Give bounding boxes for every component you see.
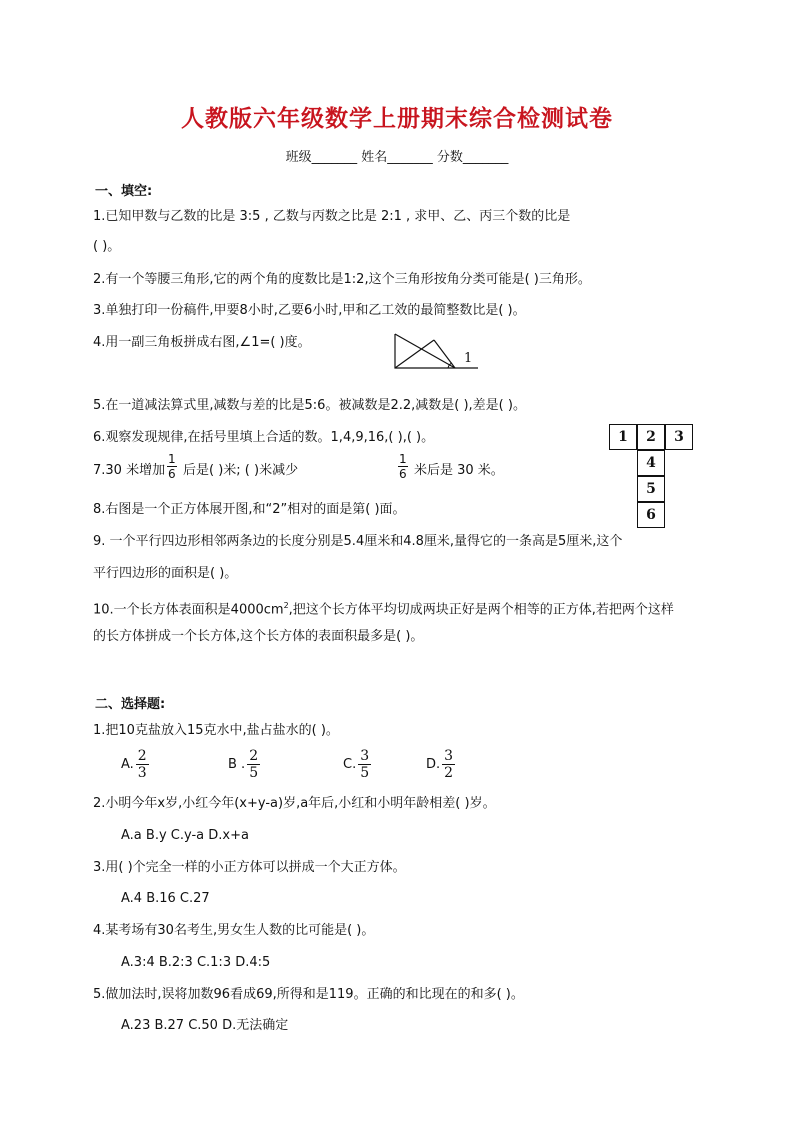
s1-question-9-line1: 9. 一个平行四边形相邻两条边的长度分别是5.4厘米和4.8厘米,量得它的一条高是5厘米,这个 <box>93 534 623 549</box>
s1-question-9-line2: 平行四边形的面积是( )。 <box>93 566 238 581</box>
s2-question-5: 5.做加法时,误将加数96看成69,所得和是119。正确的和比现在的和多( )。 <box>93 987 524 1002</box>
s2-question-1: 1.把10克盐放入15克水中,盐占盐水的( )。 <box>93 723 339 738</box>
s2-question-4-options: A.3:4 B.2:3 C.1:3 D.4:5 <box>121 955 271 970</box>
angle-1-label: 1 <box>464 351 473 366</box>
s2-q1-option-a: A. $\frac{2}{3}$ <box>121 748 147 781</box>
student-info-line: 班级_______ 姓名_______ 分数_______ <box>285 150 509 165</box>
s1-question-3: 3.单独打印一份稿件,甲要8小时,乙要6小时,甲和乙工效的最简整数比是( )。 <box>93 303 526 318</box>
section2-heading: 二、选择题: <box>95 697 166 712</box>
cube-net-face-2: 2 <box>637 424 665 450</box>
cube-net-face-3: 3 <box>665 424 693 450</box>
section1-heading: 一、填空: <box>95 184 153 199</box>
s2-question-3-options: A.4 B.16 C.27 <box>121 891 210 906</box>
cube-net-face-6: 6 <box>637 502 665 528</box>
s1-question-8: 8.右图是一个正方体展开图,和“2”相对的面是第( )面。 <box>93 502 406 517</box>
s1-question-10-line2: 的长方体拼成一个长方体,这个长方体的表面积最多是( )。 <box>93 629 424 644</box>
s2-q1-option-c: C. $\frac{3}{5}$ <box>343 748 370 781</box>
s2-question-2: 2.小明今年x岁,小红今年(x+y-a)岁,a年后,小红和小明年龄相差( )岁。 <box>93 796 496 811</box>
s1-question-1-line1: 1.已知甲数与乙数的比是 3:5 , 乙数与丙数之比是 2:1 , 求甲、乙、丙三个数的比是 <box>93 209 571 224</box>
cube-net-face-1: 1 <box>609 424 637 450</box>
page-title: 人教版六年级数学上册期末综合检测试卷 <box>181 106 613 132</box>
s1-question-1-line2: ( )。 <box>93 239 121 254</box>
s1-question-2: 2.有一个等腰三角形,它的两个角的度数比是1:2,这个三角形按角分类可能是( )三角形。 <box>93 272 591 287</box>
q7-fraction-1: 1 6 <box>168 452 176 481</box>
cube-net-face-5: 5 <box>637 476 665 502</box>
cube-net-face-4: 4 <box>637 450 665 476</box>
s1-question-5: 5.在一道减法算式里,减数与差的比是5:6。被减数是2.2,减数是( ),差是( )。 <box>93 398 526 413</box>
s2-question-5-options: A.23 B.27 C.50 D.无法确定 <box>121 1018 289 1033</box>
s1-question-7-part-b: 后是( )米; ( )米减少 <box>183 463 299 478</box>
s1-question-7-part-a: 7.30 米增加 <box>93 463 166 478</box>
s2-question-3: 3.用( )个完全一样的小正方体可以拼成一个大正方体。 <box>93 860 406 875</box>
s1-question-4: 4.用一副三角板拼成右图,∠1=( )度。 <box>93 335 311 350</box>
s2-question-4: 4.某考场有30名考生,男女生人数的比可能是( )。 <box>93 923 375 938</box>
s2-q1-option-b: B . $\frac{2}{5}$ <box>228 748 259 781</box>
s1-question-7-part-c: 米后是 30 米。 <box>414 463 504 478</box>
s1-question-10-line1: 10.一个长方体表面积是$4000cm^2$,把这个长方体平均切成两块正好是两个相等的正方体,若把两个这样 <box>93 601 674 618</box>
s1-question-6: 6.观察发现规律,在括号里填上合适的数。1,4,9,16,( ),( )。 <box>93 430 435 445</box>
triangle-set-figure <box>390 330 480 374</box>
s2-question-2-options: A.a B.y C.y-a D.x+a <box>121 828 249 843</box>
q7-fraction-2: 1 6 <box>399 452 407 481</box>
s2-q1-option-d: D. $\frac{3}{2}$ <box>426 748 454 781</box>
